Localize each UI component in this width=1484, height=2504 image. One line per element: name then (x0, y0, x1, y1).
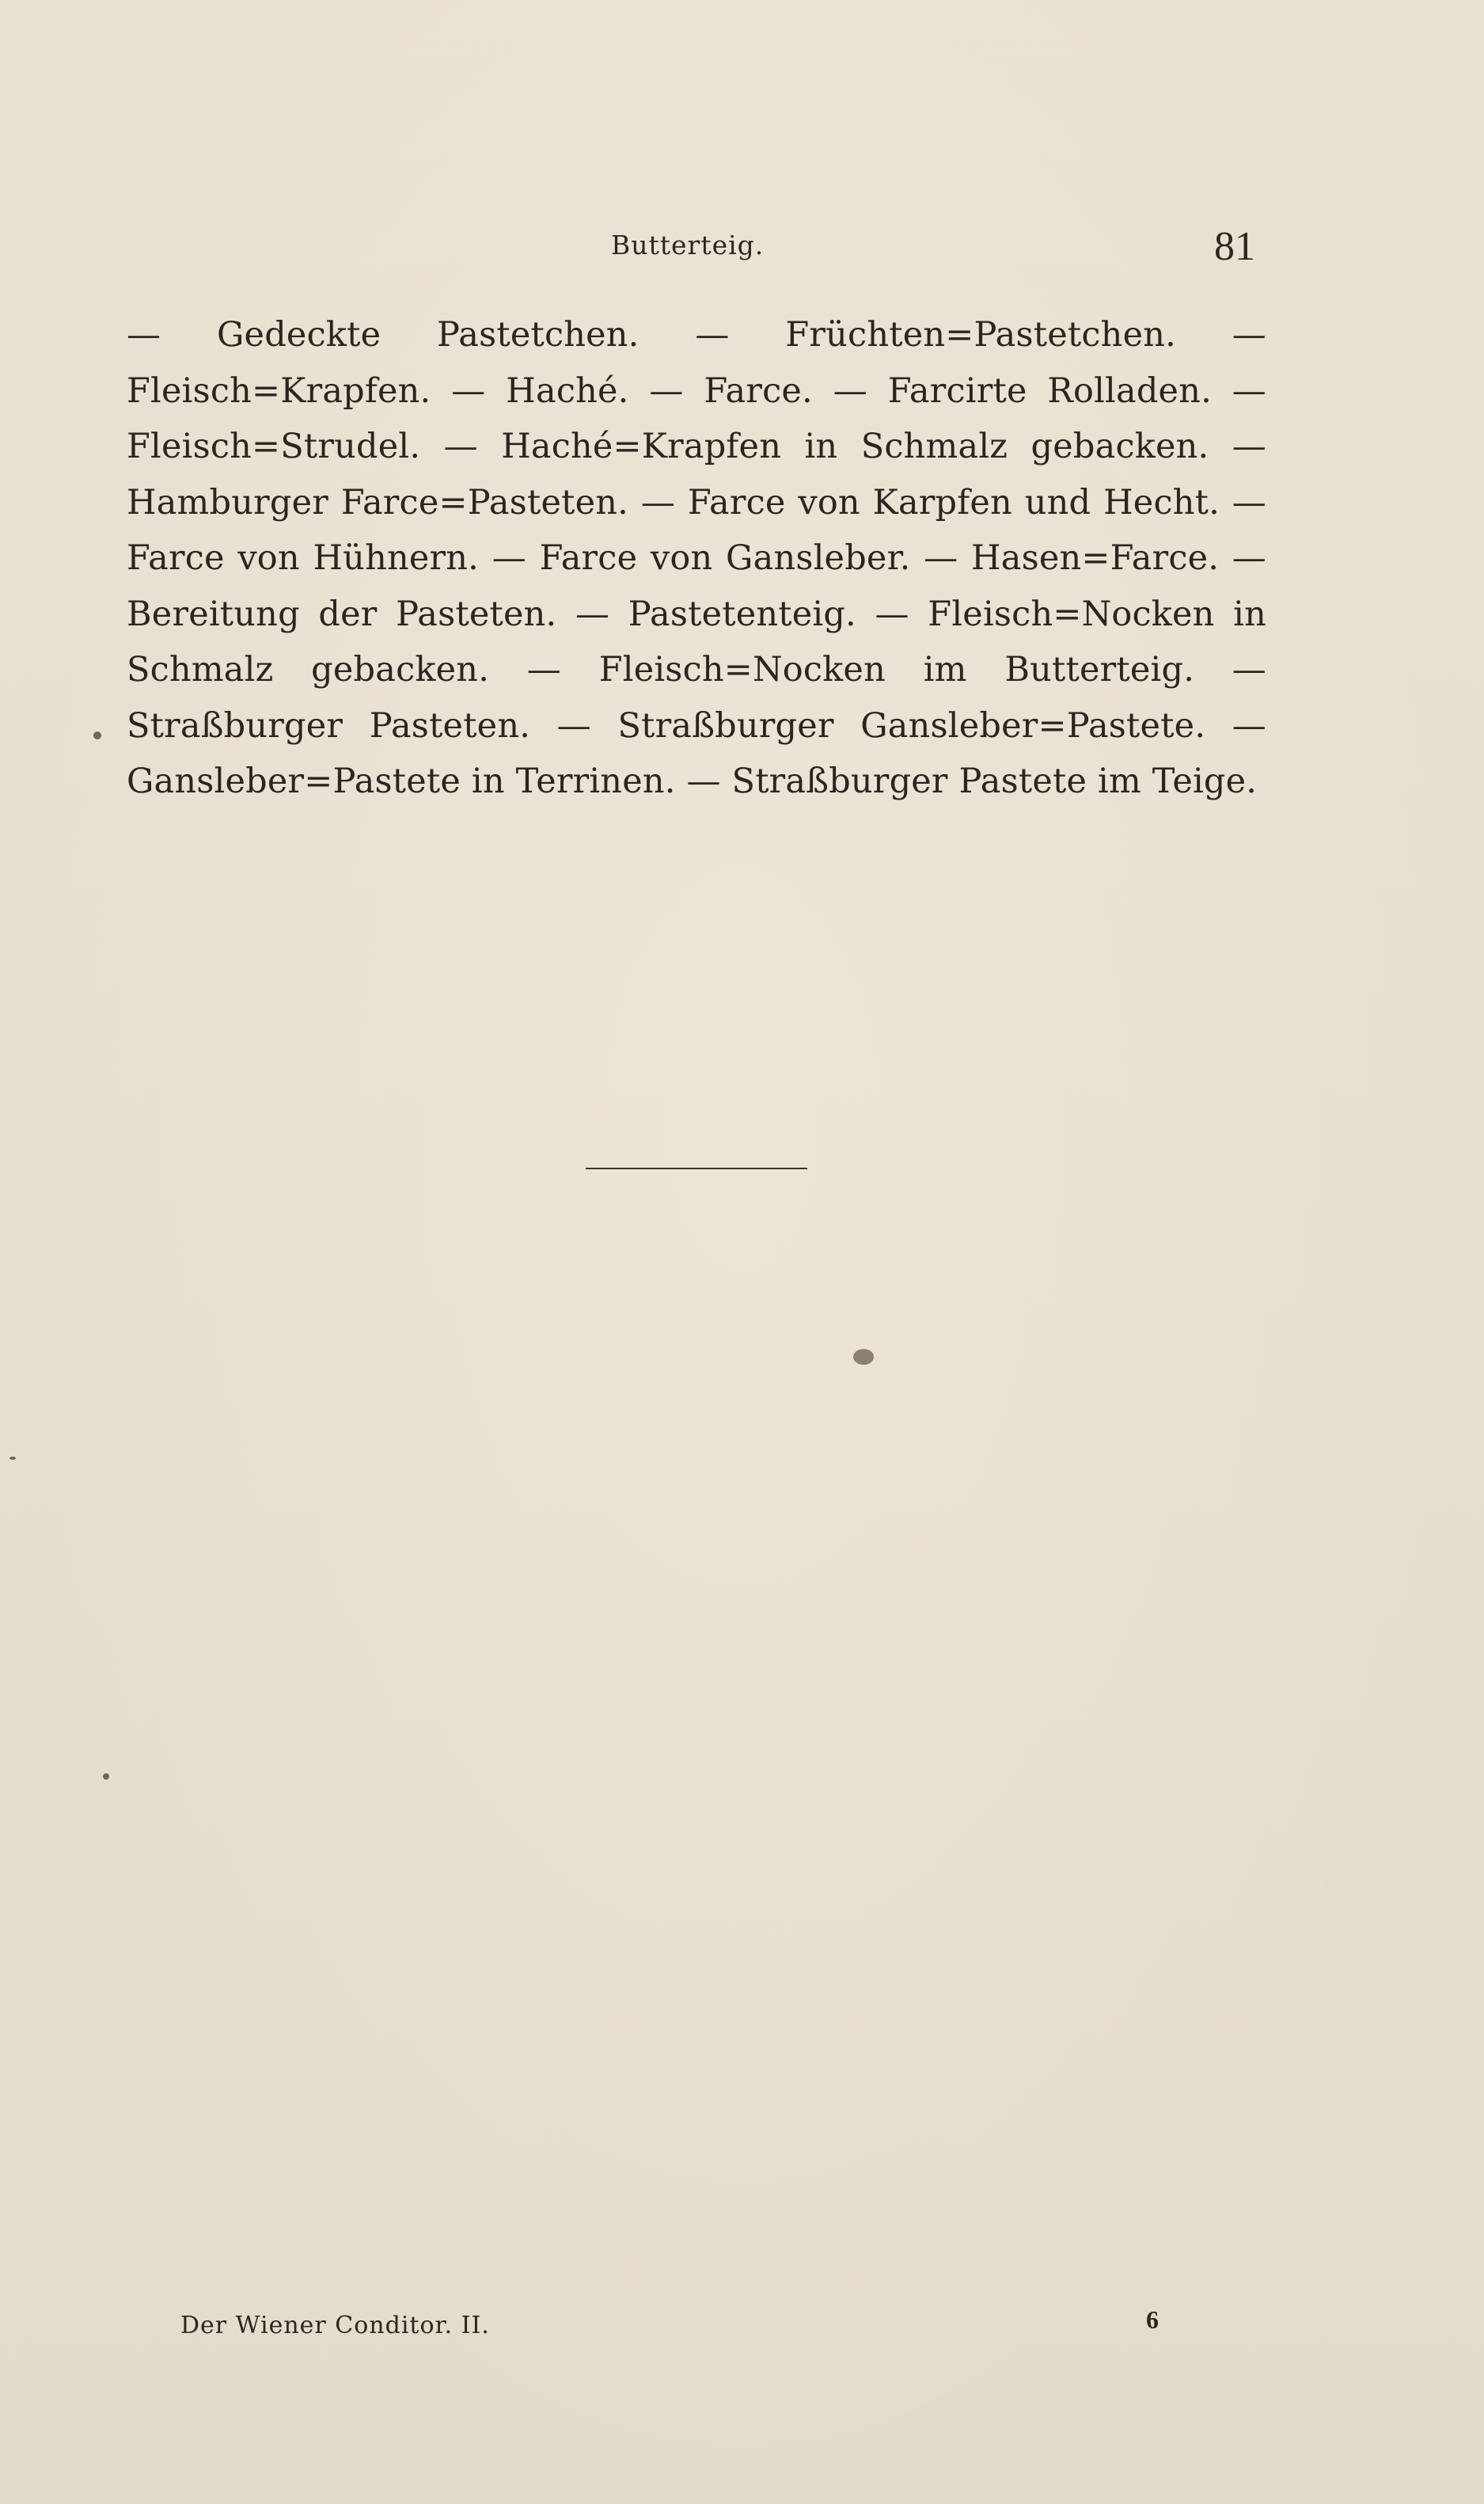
footer-sheet-number: 6 (1146, 2305, 1159, 2334)
running-title: Butterteig. (611, 230, 765, 260)
running-head (0, 223, 1484, 271)
contents-paragraph: — Gedeckte Pastetchen. — Früchten=Pastetchen. — Fleisch=Krapfen. — Haché. — Farce. — Farcirte Rolladen. — Fleisch=Strudel. — Haché=Krapfen in Schmalz gebacken. — Hamburger Farce=Pasteten. — Farce von Karpfen und Hecht. — Farce von Hühnern. — Farce von Gansleber. — Hasen=Farce. — Bereitung der Pasteten. — Pastetenteig. — Fleisch=Nocken in Schmalz gebacken. — Fleisch=Nocken im Butterteig. — Straßburger Pasteten. — Straßburger Gansleber=Pastete. — Gansleber=Pastete in Terrinen. — Straßburger Pastete im Teige. (127, 315, 1266, 801)
paper-speck (9, 1457, 16, 1460)
paper-speck (853, 1349, 874, 1365)
section-divider-rule (586, 1168, 807, 1169)
paper-speck (93, 731, 101, 739)
footer-signature: Der Wiener Conditor. II. (180, 2312, 490, 2339)
paper-speck (103, 1773, 109, 1780)
page-number: 81 (1214, 224, 1255, 269)
